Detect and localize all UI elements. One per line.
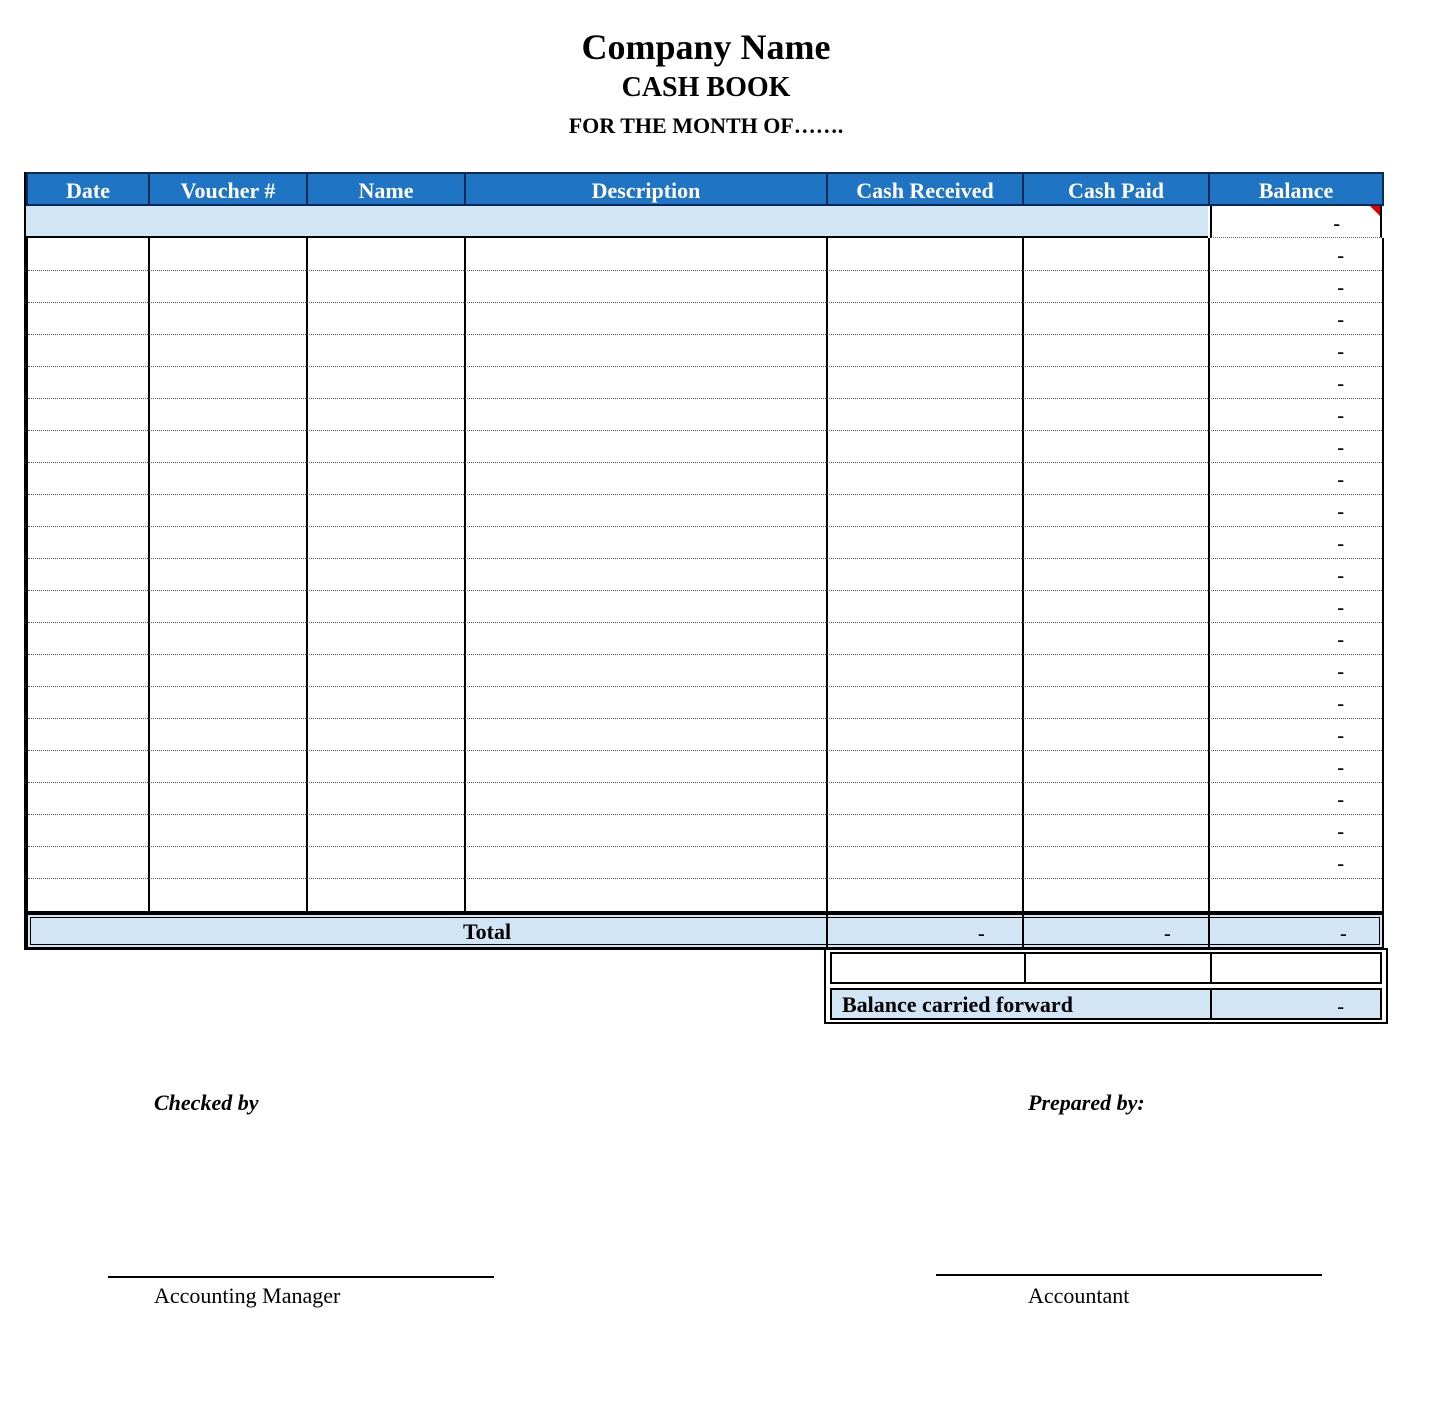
row-balance-value[interactable]: - xyxy=(1337,661,1344,683)
row-balance-value[interactable]: - xyxy=(1337,693,1344,715)
row-balance-value[interactable]: - xyxy=(1337,501,1344,523)
row-separator xyxy=(28,270,1382,271)
row-balance-value[interactable]: - xyxy=(1337,341,1344,363)
column-divider xyxy=(306,238,308,911)
column-header-description[interactable]: Description xyxy=(466,172,828,206)
row-balance-value[interactable]: - xyxy=(1337,565,1344,587)
opening-balance-row xyxy=(26,206,1208,238)
row-balance-value[interactable]: - xyxy=(1337,789,1344,811)
row-separator xyxy=(28,366,1382,367)
company-name: Company Name xyxy=(581,27,831,67)
row-balance-value[interactable]: - xyxy=(1337,405,1344,427)
total-row-inner xyxy=(30,917,1380,945)
column-divider xyxy=(1022,915,1024,947)
row-balance-value[interactable]: - xyxy=(1337,853,1344,875)
row-separator xyxy=(28,622,1382,623)
column-divider xyxy=(826,915,828,947)
column-header-balance[interactable]: Balance xyxy=(1258,178,1334,203)
opening-balance-cell[interactable] xyxy=(1210,206,1382,238)
total-balance[interactable]: - xyxy=(1340,923,1347,945)
row-separator xyxy=(28,334,1382,335)
column-divider xyxy=(1208,238,1210,911)
opening-balance-value: - xyxy=(1333,213,1340,235)
row-balance-value[interactable]: - xyxy=(1337,533,1344,555)
column-divider xyxy=(1210,954,1212,982)
row-separator xyxy=(28,878,1382,879)
row-balance-value[interactable]: - xyxy=(1337,373,1344,395)
row-separator xyxy=(28,782,1382,783)
row-balance-value[interactable]: - xyxy=(1337,597,1344,619)
column-header-date[interactable]: Date xyxy=(28,172,150,206)
row-separator xyxy=(28,750,1382,751)
row-separator xyxy=(28,814,1382,815)
column-divider xyxy=(1210,990,1212,1018)
row-separator xyxy=(28,494,1382,495)
column-divider xyxy=(464,238,466,911)
period-label: FOR THE MONTH OF……. xyxy=(568,113,844,138)
column-header-cash-paid[interactable]: Cash Paid xyxy=(1024,172,1210,206)
row-separator xyxy=(28,718,1382,719)
checked-by-signature-line xyxy=(108,1276,494,1278)
checked-by-label: Checked by xyxy=(154,1090,259,1115)
row-separator xyxy=(28,398,1382,399)
column-divider xyxy=(826,238,828,911)
accounting-manager-title: Accounting Manager xyxy=(154,1283,341,1308)
column-divider xyxy=(1022,238,1024,911)
document-title: CASH BOOK xyxy=(621,72,791,103)
row-balance-value[interactable]: - xyxy=(1337,757,1344,779)
column-header-voucher[interactable]: Voucher # xyxy=(150,172,308,206)
row-balance-value[interactable]: - xyxy=(1337,725,1344,747)
column-header-cash-received[interactable]: Cash Received xyxy=(828,172,1024,206)
blank-row[interactable] xyxy=(830,952,1382,984)
accountant-title: Accountant xyxy=(1028,1283,1130,1308)
row-separator xyxy=(28,302,1382,303)
row-balance-value[interactable]: - xyxy=(1337,821,1344,843)
prepared-by-label: Prepared by: xyxy=(1028,1090,1145,1115)
row-balance-value[interactable]: - xyxy=(1337,277,1344,299)
column-header-name[interactable]: Name xyxy=(308,172,466,206)
carried-forward-block xyxy=(824,948,1388,1024)
comment-indicator-icon[interactable] xyxy=(1370,206,1380,216)
ledger-body xyxy=(26,238,1384,913)
row-separator xyxy=(28,462,1382,463)
row-balance-value[interactable]: - xyxy=(1337,469,1344,491)
row-balance-value[interactable]: - xyxy=(1337,437,1344,459)
row-separator xyxy=(28,686,1382,687)
balance-carried-forward-row xyxy=(830,988,1382,1020)
balance-carried-forward-label: Balance carried forward xyxy=(842,992,1073,1017)
total-cash-received[interactable]: - xyxy=(978,923,985,945)
row-separator xyxy=(28,558,1382,559)
prepared-by-signature-line xyxy=(936,1274,1322,1276)
column-divider xyxy=(1024,954,1026,982)
row-separator xyxy=(28,654,1382,655)
total-label: Total xyxy=(463,919,512,944)
row-separator xyxy=(28,590,1382,591)
cash-book-table xyxy=(24,172,1386,950)
column-divider xyxy=(1208,915,1210,947)
row-balance-value[interactable]: - xyxy=(1337,245,1344,267)
table-header-row xyxy=(28,172,1382,206)
row-balance-value[interactable]: - xyxy=(1337,309,1344,331)
row-separator xyxy=(28,846,1382,847)
row-separator xyxy=(28,430,1382,431)
total-row xyxy=(26,913,1384,949)
total-cash-paid[interactable]: - xyxy=(1164,923,1171,945)
row-separator xyxy=(28,526,1382,527)
row-balance-value[interactable]: - xyxy=(1337,629,1344,651)
column-divider xyxy=(148,238,150,911)
balance-carried-forward-value[interactable]: - xyxy=(1337,996,1344,1018)
